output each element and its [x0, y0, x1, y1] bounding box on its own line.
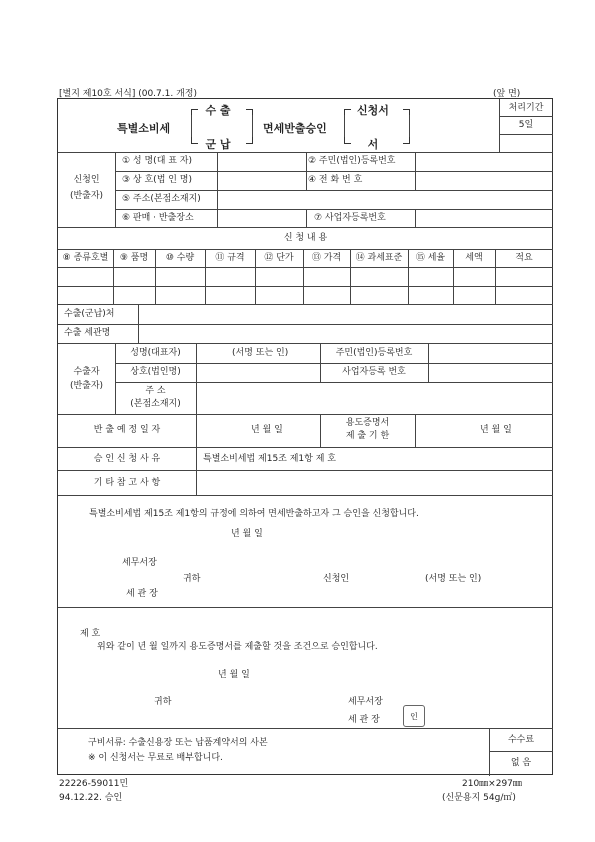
label-approval-reason: 승 인 신 청 사 유	[93, 454, 161, 464]
addressee-label: 귀하	[183, 574, 201, 584]
fee-label: 수수료	[507, 735, 535, 745]
label-exporter-address-sub: (본점소재지)	[130, 399, 181, 409]
label-exporter-reg-number: 주민(법인)등록번호	[335, 348, 413, 358]
applicant-group-label: 신청인 (반출자)	[69, 175, 104, 201]
label-release-date: 반 출 예 정 일 자	[93, 425, 161, 435]
approval-addressee: 귀하	[154, 697, 172, 707]
required-documents: 구비서류: 수출신용장 또는 납품계약서의 사본	[88, 738, 268, 748]
tax-office-label: 세무서장	[122, 558, 157, 568]
cert-deadline-value: 년 월 일	[480, 425, 512, 435]
col-tax-amount: 세액	[465, 253, 483, 263]
title-main: 면세반출승인	[263, 122, 327, 135]
title-option-military: 군 납	[205, 138, 231, 151]
approval-number: 제 호	[80, 629, 101, 639]
label-sales-place: ⑥ 판매 · 반출장소	[122, 213, 194, 223]
footer-form-code: 22226-59011민	[59, 779, 129, 789]
label-exporter-business-number: 사업자등록 번호	[342, 367, 406, 377]
bracket-top-left	[191, 109, 198, 116]
label-exporter-company: 상호(법인명)	[130, 367, 181, 377]
title-doc-application: 신청서	[357, 104, 389, 117]
form-number: [별지 제10호 서식] (00.7.1. 개정)	[59, 89, 197, 99]
label-exporter-name: 성명(대표자)	[130, 348, 181, 358]
approval-customs-office: 세 관 장	[348, 715, 380, 725]
exporter-sign-hint: (서명 또는 인)	[232, 348, 289, 358]
page-side-label: (앞 면)	[493, 89, 521, 99]
processing-period-value: 5일	[518, 120, 534, 130]
approval-statement: 위와 같이 년 월 일까지 용도증명서를 제출할 것을 조건으로 승인합니다.	[97, 642, 378, 652]
col-price: ⑬ 가격	[311, 253, 342, 263]
processing-period-label: 처리기간	[508, 103, 544, 113]
application-date: 년 월 일	[231, 529, 263, 539]
col-tax-rate: ⑮ 세율	[415, 253, 446, 263]
application-statement: 특별소비세법 제15조 제1항의 규정에 의하여 면세반출하고자 그 승인을 신청합니다.	[89, 509, 419, 519]
col-spec: ⑪ 규격	[215, 253, 245, 263]
customs-office-label: 세 관 장	[126, 589, 158, 599]
title-doc-certificate: 서	[367, 138, 379, 151]
title-option-export: 수 출	[205, 104, 231, 117]
col-tax-base: ⑭ 과세표준	[355, 253, 403, 263]
col-type-code: ⑧ 종류호별	[62, 253, 109, 263]
col-unit-price: ⑫ 단가	[264, 253, 294, 263]
request-section-header: 신 청 내 용	[283, 233, 328, 243]
label-address: ⑤ 주소(본점소재지)	[122, 194, 201, 204]
release-date-value: 년 월 일	[251, 425, 283, 435]
footer-paper-type: (신문용지 54g/㎡)	[442, 793, 516, 803]
col-item-name: ⑨ 품명	[119, 253, 149, 263]
fee-value: 없 음	[510, 758, 532, 768]
label-company: ③ 상 호(법 인 명)	[122, 175, 193, 185]
label-other-notes: 기 타 참 고 사 항	[93, 478, 161, 488]
exporter-group-label: 수출자 (반출자)	[69, 367, 104, 391]
footer-paper-size: 210㎜×297㎜	[462, 779, 522, 789]
approval-tax-office: 세무서장	[348, 697, 383, 707]
title-prefix: 특별소비세	[117, 122, 171, 135]
label-business-number: ⑦ 사업자등록번호	[314, 213, 386, 223]
applicant-sign-label: 신청인	[323, 574, 350, 584]
seal-stamp: 인	[403, 705, 425, 727]
label-export-destination: 수출(군납)처	[64, 309, 115, 319]
col-quantity: ⑩ 수량	[165, 253, 195, 263]
approval-reason-value: 특별소비세법 제15조 제1항 제 호	[203, 454, 336, 464]
bracket-bottom-right	[246, 137, 253, 144]
col-remarks: 적요	[515, 253, 533, 263]
application-form	[57, 98, 553, 775]
approval-date: 년 월 일	[218, 670, 250, 680]
label-name: ① 성 명(대 표 자)	[122, 156, 193, 166]
label-cert-deadline: 용도증명서 제 출 기 한	[345, 418, 390, 441]
applicant-sign-hint: (서명 또는 인)	[425, 574, 482, 584]
free-distribution-note: ※ 이 신청서는 무료로 배부합니다.	[88, 753, 223, 763]
label-export-customs: 수출 세관명	[64, 328, 111, 338]
bracket-bottom-left	[191, 137, 198, 144]
label-phone: ④ 전 화 번 호	[308, 175, 363, 185]
label-exporter-address: 주 소	[145, 386, 166, 396]
label-reg-number: ② 주민(법인)등록번호	[308, 156, 396, 166]
footer-approval-date: 94.12.22. 승인	[59, 793, 123, 803]
